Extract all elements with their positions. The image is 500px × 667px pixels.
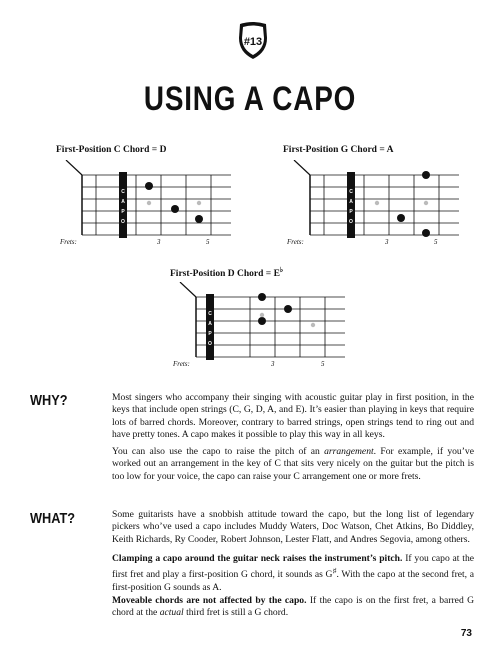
what-paragraph-1: Some guitarists have a snobbish attitude toward the capo, but the long list of legendary pickers who’ve used a capo includes Muddy Waters, Doc Watson, Chet Atkins, Bo Diddley, Keith Richards, Ry Cooder, Robert Johnson, Lester Flatt, and Andres Segovia, among others.: [112, 509, 474, 545]
chapter-badge: [236, 20, 270, 60]
svg-text:C: C: [121, 189, 125, 195]
chord-caption-d: First-Position D Chord = E♭: [170, 266, 284, 280]
fret-number: 5: [321, 360, 325, 368]
why-paragraph-2: You can also use the capo to raise the pitch of an arrangement. For example, if you’ve worked out an arrangement in the key of C that sits very nicely on the guitar but the pitch is too low for your voice, the capo can raise your C arrangement one or more frets.: [112, 446, 474, 482]
chord-diagram-d: [170, 282, 350, 362]
capo-bar: [119, 172, 127, 238]
fret-number: 5: [206, 238, 210, 246]
what-paragraph-2: Clamping a capo around the guitar neck raises the instrument’s pitch. If you capo at the first fret and play a first-position G chord, it sounds as G♯. With the capo at the second fret, a first-position G sounds as A.: [112, 553, 475, 593]
svg-text:O: O: [208, 341, 212, 347]
badge-label: #13: [243, 36, 263, 48]
chord-caption-c: First-Position C Chord = D: [56, 145, 167, 155]
frets-label: Frets:: [60, 238, 77, 246]
frets-label: Frets:: [173, 360, 190, 368]
what-paragraph-3: Moveable chords are not affected by the capo. If the capo is on the first fret, a barred G chord at the actual third fret is still a G chord.: [112, 595, 475, 619]
fret-number: 3: [385, 238, 389, 246]
frets-label: Frets:: [287, 238, 304, 246]
fret-number: 3: [157, 238, 161, 246]
svg-text:P: P: [349, 209, 353, 215]
svg-text:A: A: [349, 199, 353, 205]
shield-icon: [236, 20, 270, 60]
svg-text:A: A: [208, 321, 212, 327]
svg-text:P: P: [208, 331, 212, 337]
chord-diagram-c: [56, 160, 236, 240]
page-number: 73: [460, 628, 472, 639]
chord-caption-g: First-Position G Chord = A: [283, 145, 394, 155]
svg-text:P: P: [121, 209, 125, 215]
why-paragraph-1: Most singers who accompany their singing with acoustic guitar play in first position, in the keys that include open strings (C, G, D, A, and E). It’s easier than playing in keys that require lots of barred chords. Moreover, contrary to barred strings, open strings tend to ring out and have pretty tones. A capo makes it possible to play this way in all keys.: [112, 392, 474, 440]
svg-text:O: O: [121, 219, 125, 225]
svg-text:C: C: [349, 189, 353, 195]
fret-number: 3: [271, 360, 275, 368]
why-heading: WHY?: [30, 392, 68, 409]
page-title: USING A CAPO: [143, 80, 357, 118]
what-heading: WHAT?: [30, 510, 76, 527]
svg-text:O: O: [349, 219, 353, 225]
svg-text:A: A: [121, 199, 125, 205]
svg-text:C: C: [208, 311, 212, 317]
chord-diagram-g: [284, 160, 464, 240]
fret-number: 5: [434, 238, 438, 246]
